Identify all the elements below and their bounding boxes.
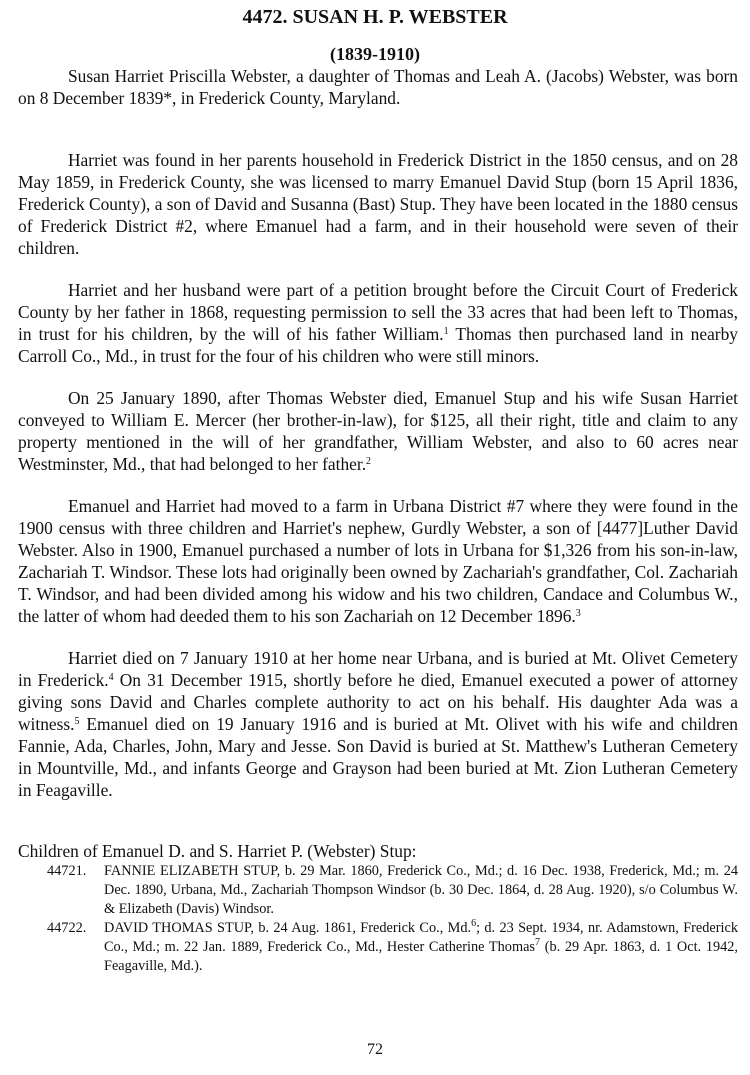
text-segment: On 25 January 1890, after Thomas Webster died, Emanuel Stup and his wife Susan Harriet conveyed to William E. Mercer (her brother-in-law), for $125, all their right, title and claim to any property mentioned in the will of her grandfather, William Webster, and also to 60 acres near Westminster, Md., that had belonged to her father.: [18, 388, 738, 474]
children-heading: Children of Emanuel D. and S. Harriet P. (Webster) Stup:: [18, 841, 417, 861]
paragraph: [18, 65, 738, 109]
paragraph: [18, 279, 738, 367]
children-list: [18, 862, 738, 976]
text-segment: Susan Harriet Priscilla Webster, a daughter of Thomas and Leah A. (Jacobs) Webster, was born on 8 December 1839*, in Frederick County, Maryland.: [18, 66, 738, 108]
child-entry: [18, 862, 738, 919]
text-segment: Harriet died on 7 January 1910 at her home near Urbana, and is buried at Mt. Olivet Cemetery in Frederick.: [18, 648, 738, 690]
paragraph: [18, 647, 738, 801]
text-segment: FANNIE ELIZABETH STUP, b. 29 Mar. 1860, Frederick Co., Md.; d. 16 Dec. 1938, Frederick, Md.; m. 24 Dec. 1890, Urbana, Md., Zachariah Thompson Windsor (b. 30 Dec. 1864, d. 28 Aug. 1920), s/o Columbus W. & Elizabeth (Davis) Windsor.: [104, 863, 738, 917]
footnote-marker: 4: [108, 672, 114, 683]
text-segment: On 31 December 1915, shortly before he died, Emanuel executed a power of attorney giving sons David and Charles complete authority to act on his behalf. His daughter Ada was a witness.: [18, 670, 738, 734]
life-dates: (1839-1910): [330, 44, 420, 64]
page-number: 72: [367, 1041, 383, 1058]
child-number: 44721.: [47, 863, 87, 879]
text-segment: Thomas then purchased land in nearby Carroll Co., Md., in trust for the four of his children who were still minors.: [18, 324, 738, 366]
footnote-marker: 5: [74, 716, 80, 727]
text-segment: (b. 29 Apr. 1863, d. 1 Oct. 1942, Feagaville, Md.).: [104, 939, 738, 974]
paragraph: [18, 387, 738, 475]
paragraph: [18, 149, 738, 259]
paragraph: [18, 495, 738, 627]
text-segment: ; d. 23 Sept. 1934, nr. Adamstown, Frederick Co., Md.; m. 22 Jan. 1889, Frederick Co., Md., Hester Catherine Thomas: [104, 920, 739, 955]
text-segment: Emanuel died on 19 January 1916 and is buried at Mt. Olivet with his wife and children Fannie, Ada, Charles, John, Mary and Jesse. Son David is buried at St. Matthew's Lutheran Cemetery in Mountville, Md., and infants George and Grayson had been buried at Mt. Zion Lutheran Cemetery in Feagaville.: [18, 714, 738, 800]
child-details: [104, 919, 738, 976]
page-title: 4472. SUSAN H. P. WEBSTER: [242, 6, 508, 28]
child-entry: [18, 919, 738, 976]
footnote-marker: 6: [471, 918, 477, 929]
biography-body: [18, 65, 738, 821]
footnote-marker: 7: [535, 937, 540, 948]
child-number: 44722.: [47, 920, 87, 936]
text-segment: Emanuel and Harriet had moved to a farm in Urbana District #7 where they were found in the 1900 census with three children and Harriet's nephew, Gurdly Webster, a son of [4477]Luther David Webster. Also in 1900, Emanuel purchased a number of lots in Urbana for $1,326 from his son-in-law, Zachariah T. Windsor. These lots had originally been owned by Zachariah's grandfather, Col. Zachariah T. Windsor, and had been divided among his widow and his two children, Candace and Columbus W., the latter of whom had deeded them to his son Zachariah on 12 December 1896.: [18, 496, 738, 626]
footnote-marker: 2: [366, 456, 372, 467]
text-segment: DAVID THOMAS STUP, b. 24 Aug. 1861, Frederick Co., Md.: [104, 920, 472, 936]
footnote-marker: 1: [443, 326, 449, 337]
child-details: [104, 862, 738, 919]
children-section: [18, 840, 738, 976]
footnote-marker: 3: [575, 608, 581, 619]
text-segment: Harriet was found in her parents household in Frederick District in the 1850 census, and on 28 May 1859, in Frederick County, she was licensed to marry Emanuel David Stup (born 15 April 1836, Frederick County), a son of David and Susanna (Bast) Stup. They have been located in the 1880 census of Frederick District #2, where Emanuel had a farm, and in their household were seven of their children.: [18, 150, 738, 258]
text-segment: Harriet and her husband were part of a petition brought before the Circuit Court of Frederick County by her father in 1868, requesting permission to sell the 33 acres that had been left to Thomas, in trust for his children, by the will of his father William.: [18, 280, 738, 344]
